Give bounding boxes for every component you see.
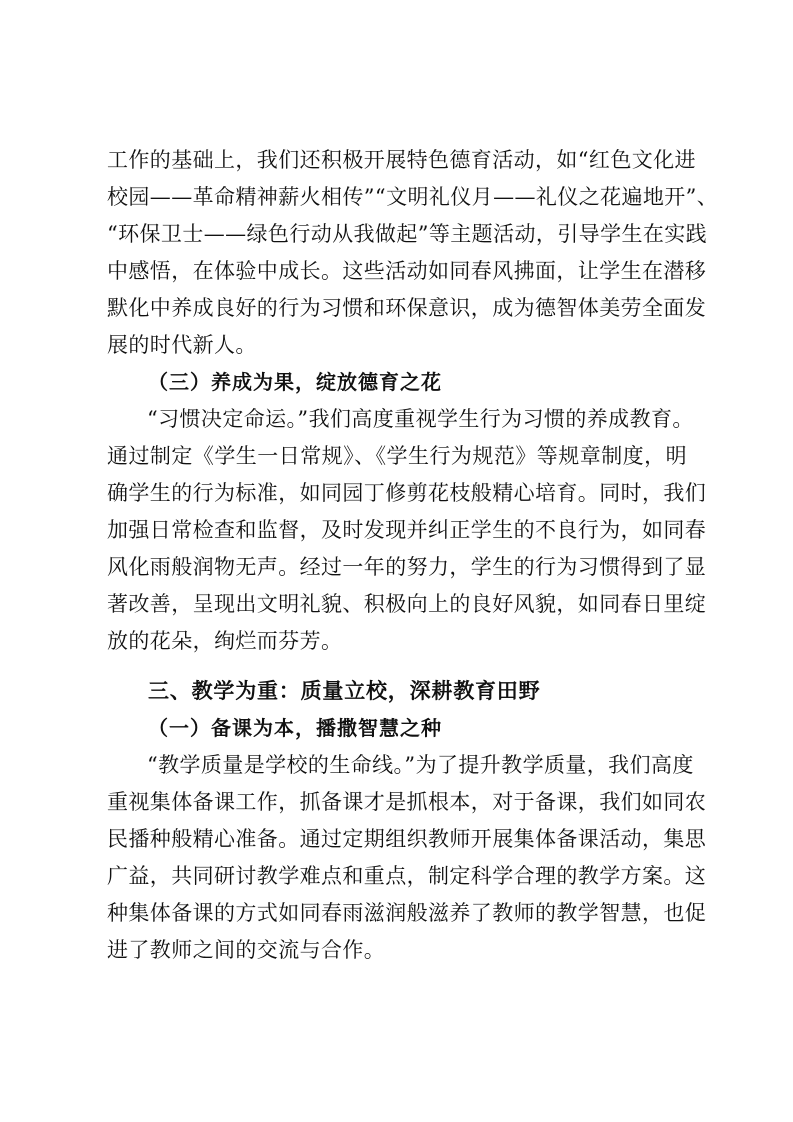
paragraph-line: 民播种般精心准备。通过定期组织教师开展集体备课活动，集思: [107, 827, 707, 851]
section-heading-main: 三、教学为重：质量立校，深耕教育田野: [148, 679, 541, 703]
paragraph-line: “习惯决定命运。”我们高度重视学生行为习惯的养成教育。: [147, 407, 694, 431]
paragraph-line: 中感悟，在体验中成长。这些活动如同春风拂面，让学生在潜移: [107, 259, 707, 283]
paragraph-line: 重视集体备课工作，抓备课才是抓根本，对于备课，我们如同农: [107, 790, 707, 814]
paragraph-line: 通过制定《学生一日常规》、《学生行为规范》等规章制度，明: [107, 444, 687, 468]
paragraph-line: “教学质量是学校的生命线。”为了提升教学质量，我们高度: [147, 753, 694, 777]
paragraph-lesson-prep: [107, 747, 707, 969]
paragraph-line: 著改善，呈现出文明礼貌、积极向上的良好风貌，如同春日里绽: [107, 592, 707, 616]
section-subheading-3: （三）养成为果，绽放德育之花: [148, 370, 442, 394]
paragraph-line: 工作的基础上，我们还积极开展特色德育活动，如“红色文化进: [107, 148, 696, 172]
paragraph-line: 默化中养成良好的行为习惯和环保意识，成为德智体美劳全面发: [107, 296, 707, 320]
paragraph-line: 确学生的行为标准，如同园丁修剪花枝般精心培育。同时，我们: [107, 481, 707, 505]
paragraph-line: 广益，共同研讨教学难点和重点，制定科学合理的教学方案。这: [107, 864, 707, 888]
paragraph-line: 进了教师之间的交流与合作。: [107, 938, 386, 962]
paragraph-line: “环保卫士——绿色行动从我做起”等主题活动，引导学生在实践: [107, 222, 708, 246]
section-subheading-1: （一）备课为本，播撒智慧之种: [148, 716, 442, 740]
paragraph-line: 加强日常检查和监督，及时发现并纠正学生的不良行为，如同春: [107, 518, 707, 542]
paragraph-habit-education: [107, 401, 707, 660]
paragraph-line: 风化雨般润物无声。经过一年的努力，学生的行为习惯得到了显: [107, 555, 707, 579]
paragraph-line: 校园——革命精神薪火相传”“文明礼仪月——礼仪之花遍地开”、: [107, 185, 719, 209]
paragraph-line: 放的花朵，绚烂而芬芳。: [107, 629, 343, 653]
paragraph-moral-activities: [107, 142, 719, 364]
paragraph-line: 展的时代新人。: [107, 333, 257, 357]
paragraph-line: 种集体备课的方式如同春雨滋润般滋养了教师的教学智慧，也促: [107, 901, 707, 925]
